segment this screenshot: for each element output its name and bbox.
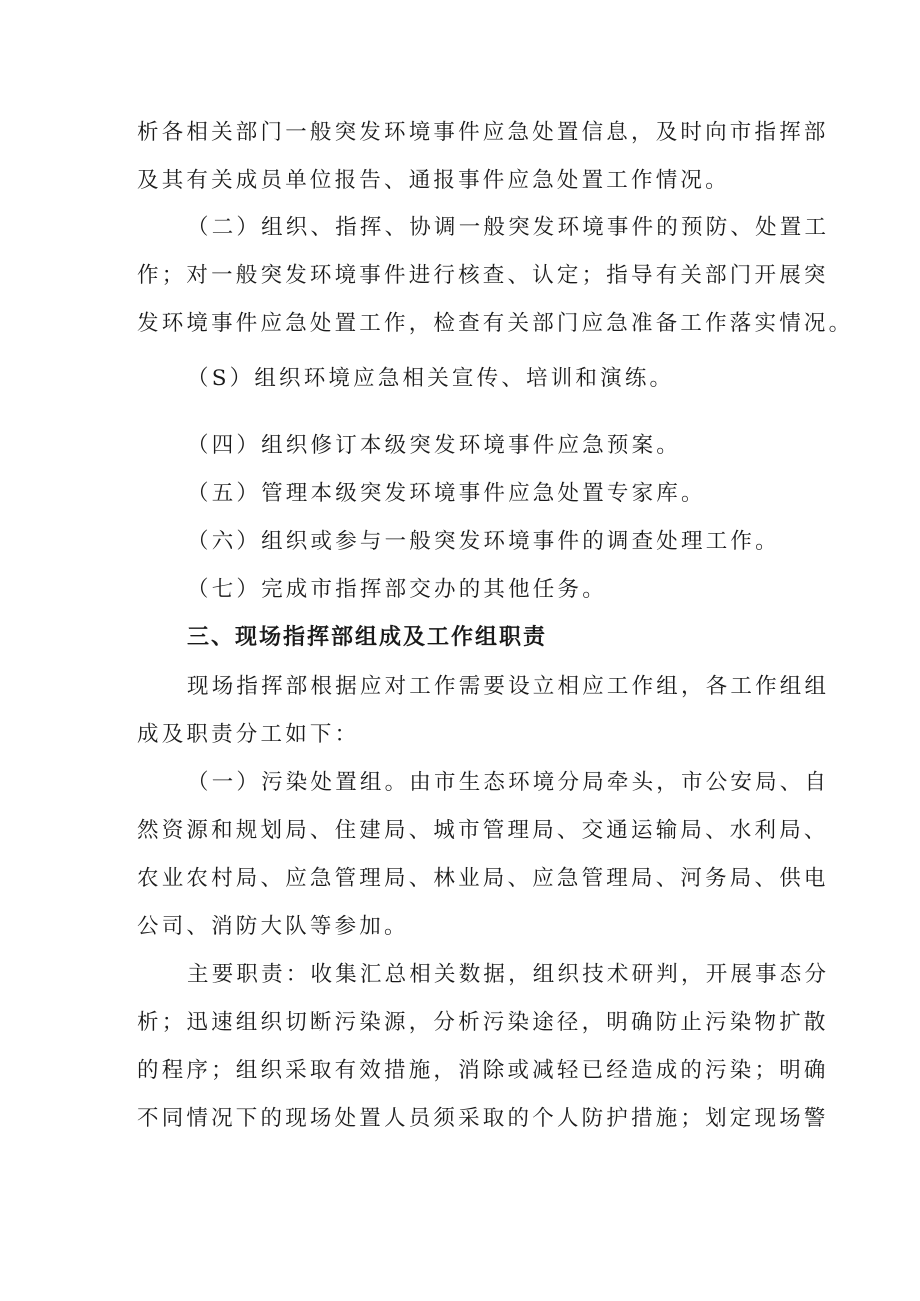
body-text-line: 及其有关成员单位报告、通报事件应急处置工作情况。 — [137, 168, 730, 193]
section-heading: 三、现场指挥部组成及工作组职责 — [187, 625, 548, 650]
paragraph-item-7: （七）完成市指挥部交办的其他任务。 — [187, 577, 607, 602]
body-text-line: 的程序；组织采取有效措施，消除或减轻已经造成的污染；明确 — [137, 1058, 829, 1083]
body-text-line: 成及职责分工如下： — [137, 722, 360, 747]
paragraph-item-3: （S）组织环境应急相关宣传、培训和演练。 — [187, 366, 675, 391]
body-text-line: 然资源和规划局、住建局、城市管理局、交通运输局、水利局、 — [137, 818, 829, 843]
paragraph-item-2: （二）组织、指挥、协调一般突发环境事件的预防、处置工 — [187, 215, 830, 240]
paragraph-item-6: （六）组织或参与一般突发环境事件的调查处理工作。 — [187, 529, 780, 554]
body-text-line: 农业农村局、应急管理局、林业局、应急管理局、河务局、供电 — [137, 866, 829, 891]
body-text-line: 公司、消防大队等参加。 — [137, 914, 409, 939]
paragraph-item-5: （五）管理本级突发环境事件应急处置专家库。 — [187, 481, 706, 506]
body-text-line: 析各相关部门一般突发环境事件应急处置信息，及时向市指挥部 — [137, 120, 829, 145]
body-text-line: 析；迅速组织切断污染源，分析污染途径，明确防止污染物扩散 — [137, 1010, 829, 1035]
paragraph-item-1: （一）污染处置组。由市生态环境分局牵头，市公安局、自 — [187, 770, 830, 795]
body-text-line: 发环境事件应急处置工作，检查有关部门应急准备工作落实情况。 — [137, 311, 854, 336]
paragraph-item-4: （四）组织修订本级突发环境事件应急预案。 — [187, 433, 682, 458]
body-text-line: 不同情况下的现场处置人员须采取的个人防护措施；划定现场警 — [137, 1106, 829, 1131]
body-text-line: 现场指挥部根据应对工作需要设立相应工作组，各工作组组 — [187, 674, 830, 699]
body-text-line: 主要职责：收集汇总相关数据，组织技术研判，开展事态分 — [187, 962, 830, 987]
body-text-line: 作；对一般突发环境事件进行核查、认定；指导有关部门开展突 — [137, 263, 829, 288]
